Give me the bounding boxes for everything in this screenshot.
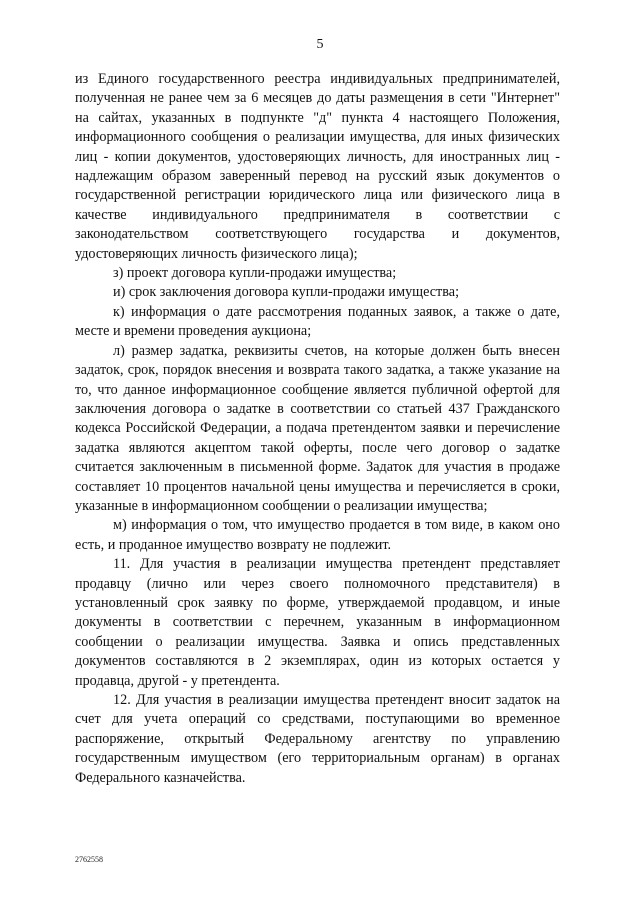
- page-number: 5: [316, 37, 324, 52]
- document-body: [75, 70, 560, 788]
- paragraph-section-11: 11. Для участия в реализации имущества претендент представляет продавцу (лично или через своего полномочного представителя) в установленный срок заявку по форме, утверждаемой продавцом, и иные документы в соответствии с перечнем, указанным в информационном сообщении о реализации имущества. Заявка и опись представленных документов составляются в 2 экземплярах, один из которых остается у продавца, другой - у претендента.: [75, 556, 560, 689]
- paragraph-item-m: м) информация о том, что имущество продается в том виде, в каком оно есть, и проданное имущество возврату не подлежит.: [75, 517, 560, 553]
- paragraph-item-i: и) срок заключения договора купли-продажи имущества;: [113, 284, 460, 301]
- paragraph-item-l: л) размер задатка, реквизиты счетов, на которые должен быть внесен задаток, срок, порядок внесения и возврата такого задатка, а также указание на то, что данное информационное сообщение является публичной офертой для заключения договора о задатке в соответствии со статьей 437 Гражданского кодекса Российской Федерации, а подача претендентом заявки и перечисление задатка являются акцептом такой оферты, после чего договор о задатке считается заключенным в письменной форме. Задаток для участия в продаже составляет 10 процентов начальной цены имущества и перечисляется в сроки, указанные в информационном сообщении о реализации имущества;: [75, 342, 560, 514]
- paragraph-section-12: 12. Для участия в реализации имущества претендент вносит задаток на счет для учета операций со средствами, поступающими во временное распоряжение, открытый Федеральному агентству по управлению государственным имуществом (его территориальным органам) в органах Федерального казначейства.: [75, 692, 560, 786]
- paragraph-item-k: к) информация о дате рассмотрения поданных заявок, а также о дате, месте и времени проведения аукциона;: [75, 303, 560, 340]
- paragraph-continuation: из Единого государственного реестра индивидуальных предпринимателей, полученная не ранее чем за 6 месяцев до даты размещения в сети "Интернет" на сайтах, указанных в подпункте "д" пункта 4 настоящего Положения, информационного сообщения о реализации имущества, для иных физических лиц - копии документов, удостоверяющих личность, для иностранных лиц - надлежащим образом заверенный перевод на русский язык документов о государственной регистрации юридического лица или физического лица в качестве индивидуального предпринимателя в соответствии с законодательством соответствующего государства и документов, удостоверяющих личность физического лица);: [75, 71, 560, 262]
- paragraph-item-z: з) проект договора купли-продажи имущества;: [113, 265, 397, 282]
- document-id: 2762558: [75, 855, 103, 864]
